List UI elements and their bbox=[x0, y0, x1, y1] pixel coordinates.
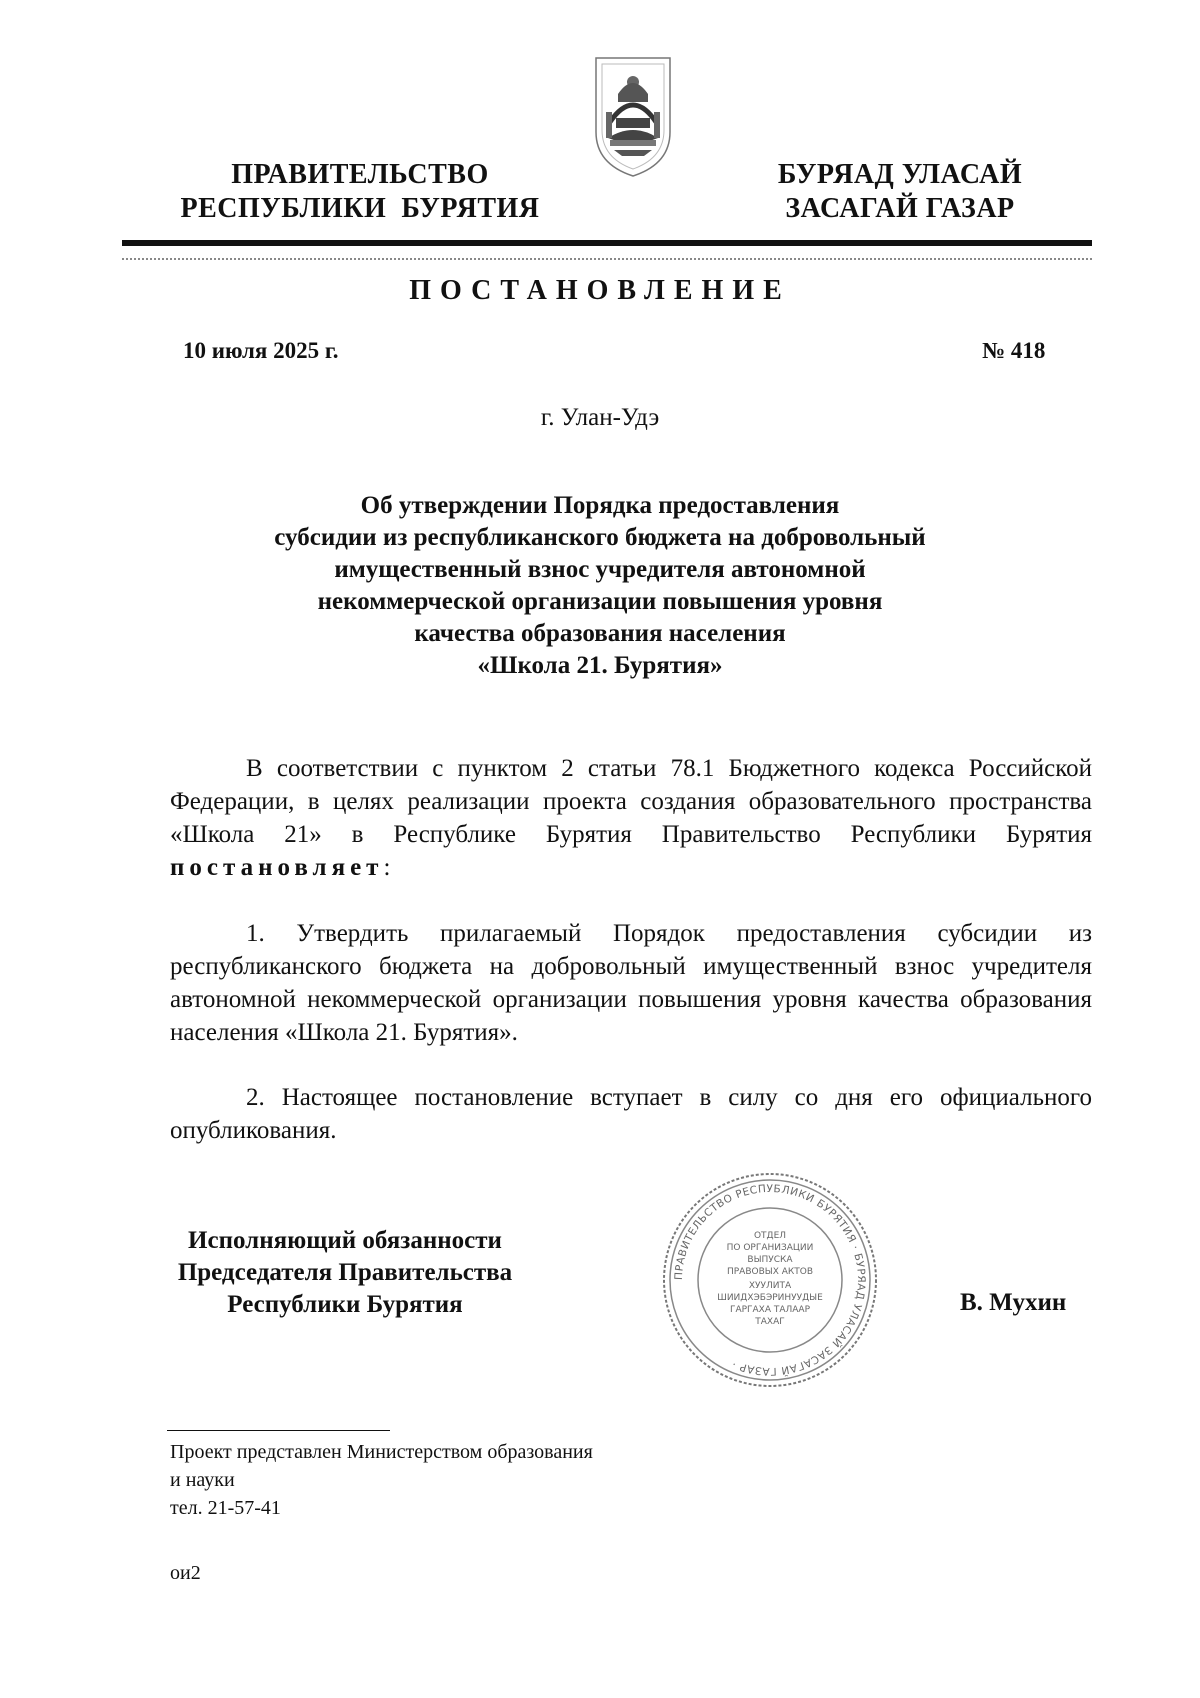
signatory-line: Исполняющий обязанности bbox=[188, 1227, 502, 1254]
header-right-line2: ЗАСАГАЙ ГАЗАР bbox=[785, 193, 1015, 224]
document-date: 10 июля 2025 г. bbox=[183, 338, 339, 363]
resolves-word: постановляет bbox=[170, 854, 384, 881]
footnote-line: и науки bbox=[170, 1469, 235, 1491]
seal-inner-line: ШИИДХЭБЭРИНУУДЫЕ bbox=[717, 1293, 823, 1303]
seal-inner-line: ГАРГАХА ТАЛААР bbox=[729, 1305, 811, 1315]
seal-inner-line: ПРАВОВЫХ АКТОВ bbox=[726, 1267, 814, 1277]
clause-2-text: 2. Настоящее постановление вступает в силу со дня его официального опубликования. bbox=[170, 1084, 1092, 1144]
title-line: имущественный взнос учредителя автономной bbox=[334, 556, 866, 583]
seal-inner-line: ТАХАГ bbox=[755, 1317, 785, 1327]
header-right bbox=[740, 158, 1060, 226]
clause-1 bbox=[170, 917, 1092, 1049]
preamble-paragraph bbox=[170, 752, 1092, 884]
coat-of-arms-emblem bbox=[588, 52, 678, 182]
document-title bbox=[200, 490, 1000, 682]
signatory-name: В. Мухин bbox=[960, 1289, 1067, 1316]
header-right-line1: БУРЯАД УЛАСАЙ bbox=[777, 159, 1023, 190]
title-line: качества образования населения bbox=[414, 620, 786, 647]
title-line: некоммерческой организации повышения уровня bbox=[317, 588, 883, 615]
document-city: г. Улан-Удэ bbox=[540, 404, 660, 431]
document-number: № 418 bbox=[982, 338, 1046, 363]
seal-inner-line: ПО ОРГАНИЗАЦИИ bbox=[726, 1243, 814, 1253]
signatory-line: Председателя Правительства bbox=[177, 1259, 513, 1286]
seal-inner-line: ХУУЛИТА bbox=[748, 1281, 792, 1291]
header-left-line2: РЕСПУБЛИКИ БУРЯТИЯ bbox=[180, 193, 540, 224]
preamble-text: В соответствии с пунктом 2 статьи 78.1 Бюджетного кодекса Российской Федерации, в целях реализации проекта создания образовательного пространства «Школа 21» в Республике Бурятия Правительство Республики Бурятия bbox=[170, 755, 1092, 848]
header-left bbox=[150, 158, 570, 226]
signatory-line: Республики Бурятия bbox=[227, 1291, 463, 1318]
document-type: ПОСТАНОВЛЕНИЕ bbox=[409, 275, 791, 306]
footnote-rule bbox=[167, 1430, 390, 1431]
preamble-colon: : bbox=[383, 854, 391, 881]
footnote-line: тел. 21-57-41 bbox=[170, 1497, 281, 1519]
seal-outer-text: ПРАВИТЕЛЬСТВО РЕСПУБЛИКИ БУРЯТИЯ · БУРЯАД УЛАСАЙ ЗАСАГАЙ ГАЗАР · bbox=[672, 1182, 868, 1378]
header-rule-dotted bbox=[122, 258, 1092, 260]
clause-2 bbox=[170, 1081, 1092, 1147]
seal-inner-line: ВЫПУСКА bbox=[747, 1255, 793, 1265]
signatory-title bbox=[140, 1225, 550, 1321]
title-line: субсидии из республиканского бюджета на добровольный bbox=[274, 524, 926, 551]
document-code: ои2 bbox=[170, 1562, 201, 1584]
title-line: «Школа 21. Бурятия» bbox=[477, 652, 723, 679]
footnote bbox=[170, 1438, 730, 1522]
title-line: Об утверждении Порядка предоставления bbox=[360, 492, 840, 519]
clause-1-text: 1. Утвердить прилагаемый Порядок предоставления субсидии из республиканского бюджета на добровольный имущественный взнос учредителя автономной некоммерческой организации повышения уровня качества образования населения «Школа 21. Бурятия». bbox=[170, 920, 1092, 1046]
official-seal bbox=[660, 1170, 880, 1390]
seal-inner-line: ОТДЕЛ bbox=[753, 1231, 787, 1241]
footnote-line: Проект представлен Министерством образования bbox=[170, 1441, 593, 1463]
header-left-line1: ПРАВИТЕЛЬСТВО bbox=[231, 159, 489, 190]
header-rule-thick bbox=[122, 240, 1092, 246]
